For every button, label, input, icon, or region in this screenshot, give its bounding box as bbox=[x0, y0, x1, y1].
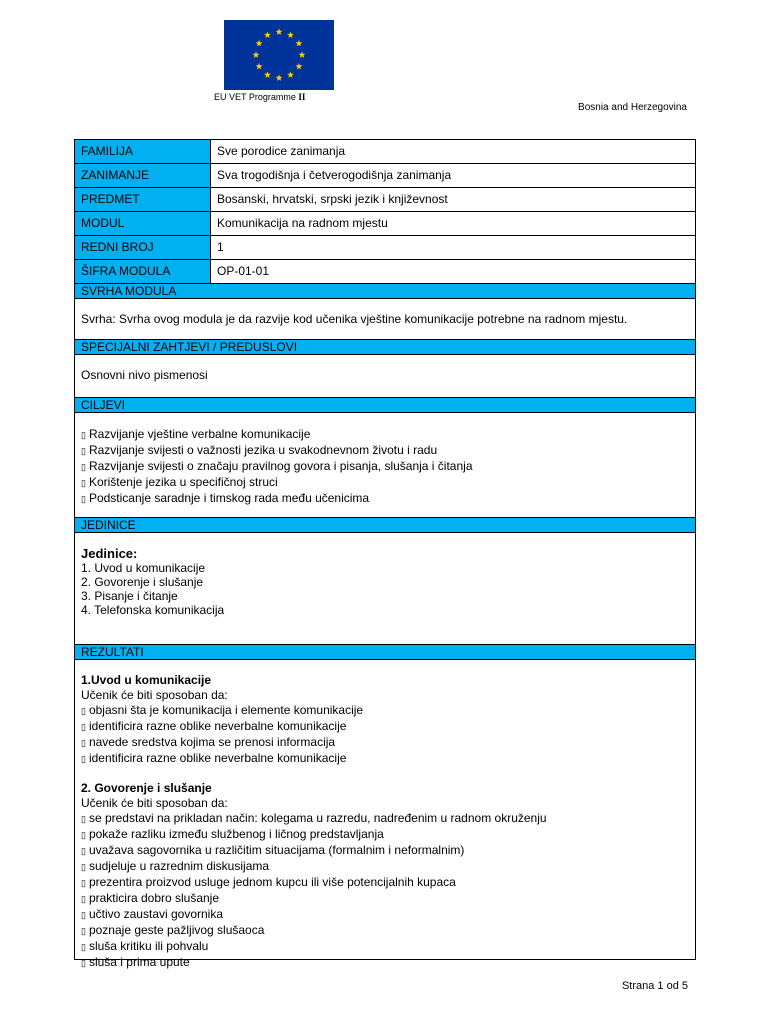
info-value: Sva trogodišnja i četverogodišnja zanimanja bbox=[217, 168, 452, 182]
section-header-jedinice: JEDINICE bbox=[75, 518, 695, 533]
eu-flag-logo bbox=[224, 20, 334, 90]
info-row bbox=[75, 260, 695, 284]
zahtjevi-text: Osnovni nivo pismenosi bbox=[75, 355, 695, 398]
page-number: Strana 1 od 5 bbox=[621, 980, 688, 992]
section-header-svrha: SVRHA MODULA bbox=[75, 284, 695, 299]
section-header-ciljevi: CILJEVI bbox=[75, 398, 695, 413]
list-item: ▯ se predstavi na prikladan način: kolegama u razredu, nadređenim u radnom okruženju bbox=[81, 811, 689, 827]
flag-star-icon bbox=[264, 71, 271, 78]
list-item: ▯ prakticira dobro slušanje bbox=[81, 891, 689, 907]
jedinice-list bbox=[75, 533, 695, 645]
info-value: OP-01-01 bbox=[217, 264, 270, 278]
info-label: ZANIMANJE bbox=[75, 164, 211, 187]
list-item: ▯ Razvijanje svijesti o značaju pravilnog govora i pisanja, slušanja i čitanja bbox=[81, 459, 689, 475]
info-value: Komunikacija na radnom mjestu bbox=[217, 216, 388, 230]
list-item: ▯ poznaje geste pažljivog slušaoca bbox=[81, 923, 689, 939]
list-item: ▯ Razvijanje vještine verbalne komunikacije bbox=[81, 427, 689, 443]
rezultati-g2-heading: 2. Govorenje i slušanje bbox=[81, 781, 212, 795]
flag-star-icon bbox=[264, 31, 271, 38]
ciljevi-list bbox=[75, 413, 695, 518]
rezultati-list bbox=[75, 660, 695, 969]
flag-star-icon bbox=[256, 63, 263, 70]
programme-label: EU VET Programme II bbox=[214, 92, 306, 102]
list-item: ▯ Podsticanje saradnje i timskog rada među učenicima bbox=[81, 491, 689, 507]
flag-star-icon bbox=[287, 31, 294, 38]
list-item: ▯ pokaže razliku između službenog i ličnog predstavljanja bbox=[81, 827, 689, 843]
list-item: ▯ sudjeluje u razrednim diskusijama bbox=[81, 859, 689, 875]
info-row bbox=[75, 188, 695, 212]
list-item: ▯ Razvijanje svijesti o važnosti jezika u svakodnevnom životu i radu bbox=[81, 443, 689, 459]
info-label: REDNI BROJ bbox=[75, 236, 211, 259]
list-item: ▯ Korištenje jezika u specifičnoj struci bbox=[81, 475, 689, 491]
flag-star-icon bbox=[287, 71, 294, 78]
svrha-text: Svrha: Svrha ovog modula je da razvije kod učenika vještine komunikacije potrebne na radnom mjestu. bbox=[75, 299, 695, 340]
info-row bbox=[75, 164, 695, 188]
info-label: PREDMET bbox=[75, 188, 211, 211]
info-label: ŠIFRA MODULA bbox=[75, 260, 211, 283]
flag-star-icon bbox=[276, 74, 283, 81]
section-header-zahtjevi: SPECIJALNI ZAHTJEVI / PREDUSLOVI bbox=[75, 340, 695, 355]
info-row bbox=[75, 212, 695, 236]
flag-star-icon bbox=[253, 51, 260, 58]
info-label: MODUL bbox=[75, 212, 211, 235]
rezultati-g1-intro: Učenik će biti sposoban da: bbox=[81, 688, 228, 702]
list-item: ▯ sluša kritiku ili pohvalu bbox=[81, 939, 689, 955]
jedinice-heading: Jedinice: bbox=[81, 546, 138, 561]
list-item: ▯ identificira razne oblike neverbalne komunikacije bbox=[81, 751, 689, 767]
list-item: ▯ identificira razne oblike neverbalne komunikacije bbox=[81, 719, 689, 735]
section-header-rezultati: REZULTATI bbox=[75, 645, 695, 660]
list-item: ▯ uvažava sagovornika u različitim situacijama (formalnim i neformalnim) bbox=[81, 843, 689, 859]
flag-star-icon bbox=[276, 28, 283, 35]
list-item: 4. Telefonska komunikacija bbox=[81, 603, 225, 617]
info-label: FAMILIJA bbox=[75, 140, 211, 163]
list-item: 3. Pisanje i čitanje bbox=[81, 589, 178, 603]
info-value: Bosanski, hrvatski, srpski jezik i književnost bbox=[217, 192, 448, 206]
info-row bbox=[75, 236, 695, 260]
list-item: 1. Uvod u komunikacije bbox=[81, 561, 206, 575]
info-value: Sve porodice zanimanja bbox=[217, 144, 346, 158]
rezultati-g1-heading: 1.Uvod u komunikacije bbox=[81, 673, 212, 687]
country-label: Bosnia and Herzegovina bbox=[578, 102, 687, 113]
flag-star-icon bbox=[295, 63, 302, 70]
list-item: ▯ navede sredstva kojima se prenosi informacija bbox=[81, 735, 689, 751]
list-item: ▯ sluša i prima upute bbox=[81, 955, 689, 971]
rezultati-g2-intro: Učenik će biti sposoban da: bbox=[81, 796, 228, 810]
list-item: ▯ prezentira proizvod usluge jednom kupcu ili više potencijalnih kupaca bbox=[81, 875, 689, 891]
module-table bbox=[74, 139, 696, 969]
flag-star-icon bbox=[299, 51, 306, 58]
flag-star-icon bbox=[256, 40, 263, 47]
list-item: 2. Govorenje i slušanje bbox=[81, 575, 204, 589]
list-item: ▯ učtivo zaustavi govornika bbox=[81, 907, 689, 923]
info-value: 1 bbox=[217, 240, 224, 254]
list-item: ▯ objasni šta je komunikacija i elemente komunikacije bbox=[81, 703, 689, 719]
info-row bbox=[75, 140, 695, 164]
flag-star-icon bbox=[295, 40, 302, 47]
